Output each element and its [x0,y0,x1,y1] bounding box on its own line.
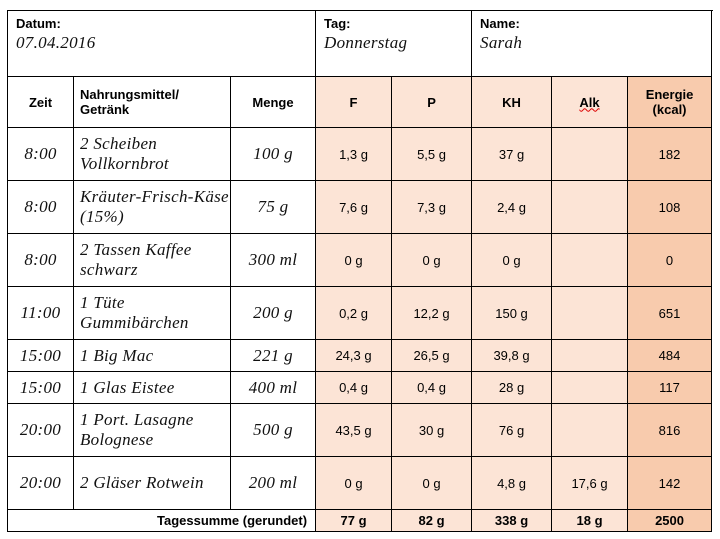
alk-cell [552,234,628,287]
food-cell: 2 Gläser Rotwein [74,457,231,510]
table-row [8,340,712,372]
energie-cell: 484 [628,340,712,372]
p-cell: 7,3 g [392,181,472,234]
tag-cell [316,11,472,77]
zeit-cell: 20:00 [8,404,74,457]
alk-cell [552,128,628,181]
f-cell: 0,4 g [316,372,392,404]
zeit-cell: 8:00 [8,128,74,181]
tag-value: Donnerstag [324,33,408,52]
menge-cell: 221 g [231,340,316,372]
f-cell: 24,3 g [316,340,392,372]
menge-cell: 500 g [231,404,316,457]
f-cell: 0 g [316,234,392,287]
total-energie: 2500 [628,510,712,532]
column-header-row [8,77,712,128]
menge-cell: 400 ml [231,372,316,404]
col-nahrung: Nahrungsmittel/ Getränk [74,77,231,128]
p-cell: 5,5 g [392,128,472,181]
food-cell: 1 Tüte Gummibärchen [74,287,231,340]
zeit-cell: 15:00 [8,372,74,404]
p-cell: 0,4 g [392,372,472,404]
col-kh: KH [472,77,552,128]
kh-cell: 39,8 g [472,340,552,372]
col-menge: Menge [231,77,316,128]
menge-cell: 200 ml [231,457,316,510]
food-diary-table [7,10,712,532]
alk-cell [552,181,628,234]
table-row [8,404,712,457]
kh-cell: 2,4 g [472,181,552,234]
table-row [8,181,712,234]
name-cell [472,11,712,77]
kh-cell: 4,8 g [472,457,552,510]
total-kh: 338 g [472,510,552,532]
alk-cell [552,340,628,372]
kh-cell: 150 g [472,287,552,340]
p-cell: 0 g [392,234,472,287]
zeit-cell: 20:00 [8,457,74,510]
menge-cell: 100 g [231,128,316,181]
energie-cell: 0 [628,234,712,287]
kh-cell: 0 g [472,234,552,287]
food-cell: Kräuter-Frisch-Käse (15%) [74,181,231,234]
col-f: F [316,77,392,128]
menge-cell: 300 ml [231,234,316,287]
kh-cell: 76 g [472,404,552,457]
alk-cell [552,404,628,457]
energie-cell: 108 [628,181,712,234]
zeit-cell: 15:00 [8,340,74,372]
totals-row [8,510,712,532]
alk-cell: 17,6 g [552,457,628,510]
table-row [8,287,712,340]
menge-cell: 75 g [231,181,316,234]
name-label: Name: [480,16,520,31]
alk-cell [552,372,628,404]
total-alk: 18 g [552,510,628,532]
col-alk [552,77,628,128]
energie-cell: 117 [628,372,712,404]
col-energie: Energie (kcal) [628,77,712,128]
col-zeit: Zeit [8,77,74,128]
header-row [8,11,712,77]
p-cell: 26,5 g [392,340,472,372]
total-p: 82 g [392,510,472,532]
energie-cell: 142 [628,457,712,510]
name-value: Sarah [480,33,523,52]
energie-cell: 182 [628,128,712,181]
f-cell: 0,2 g [316,287,392,340]
f-cell: 43,5 g [316,404,392,457]
datum-cell [8,11,316,77]
energie-cell: 816 [628,404,712,457]
f-cell: 1,3 g [316,128,392,181]
p-cell: 12,2 g [392,287,472,340]
zeit-cell: 8:00 [8,234,74,287]
zeit-cell: 8:00 [8,181,74,234]
p-cell: 30 g [392,404,472,457]
food-cell: 1 Port. Lasagne Bolognese [74,404,231,457]
kh-cell: 37 g [472,128,552,181]
table-row [8,457,712,510]
f-cell: 7,6 g [316,181,392,234]
col-alk-label: Alk [579,94,600,110]
food-cell: 2 Tassen Kaffee schwarz [74,234,231,287]
food-cell: 1 Glas Eistee [74,372,231,404]
table-row [8,234,712,287]
food-rows [8,128,712,510]
tag-label: Tag: [324,16,351,31]
zeit-cell: 11:00 [8,287,74,340]
p-cell: 0 g [392,457,472,510]
datum-value: 07.04.2016 [16,33,96,52]
f-cell: 0 g [316,457,392,510]
totals-label: Tagessumme (gerundet) [8,510,316,532]
alk-cell [552,287,628,340]
energie-cell: 651 [628,287,712,340]
menge-cell: 200 g [231,287,316,340]
table-row [8,128,712,181]
food-cell: 2 Scheiben Vollkornbrot [74,128,231,181]
total-f: 77 g [316,510,392,532]
food-cell: 1 Big Mac [74,340,231,372]
table-row [8,372,712,404]
kh-cell: 28 g [472,372,552,404]
col-p: P [392,77,472,128]
datum-label: Datum: [16,16,61,31]
